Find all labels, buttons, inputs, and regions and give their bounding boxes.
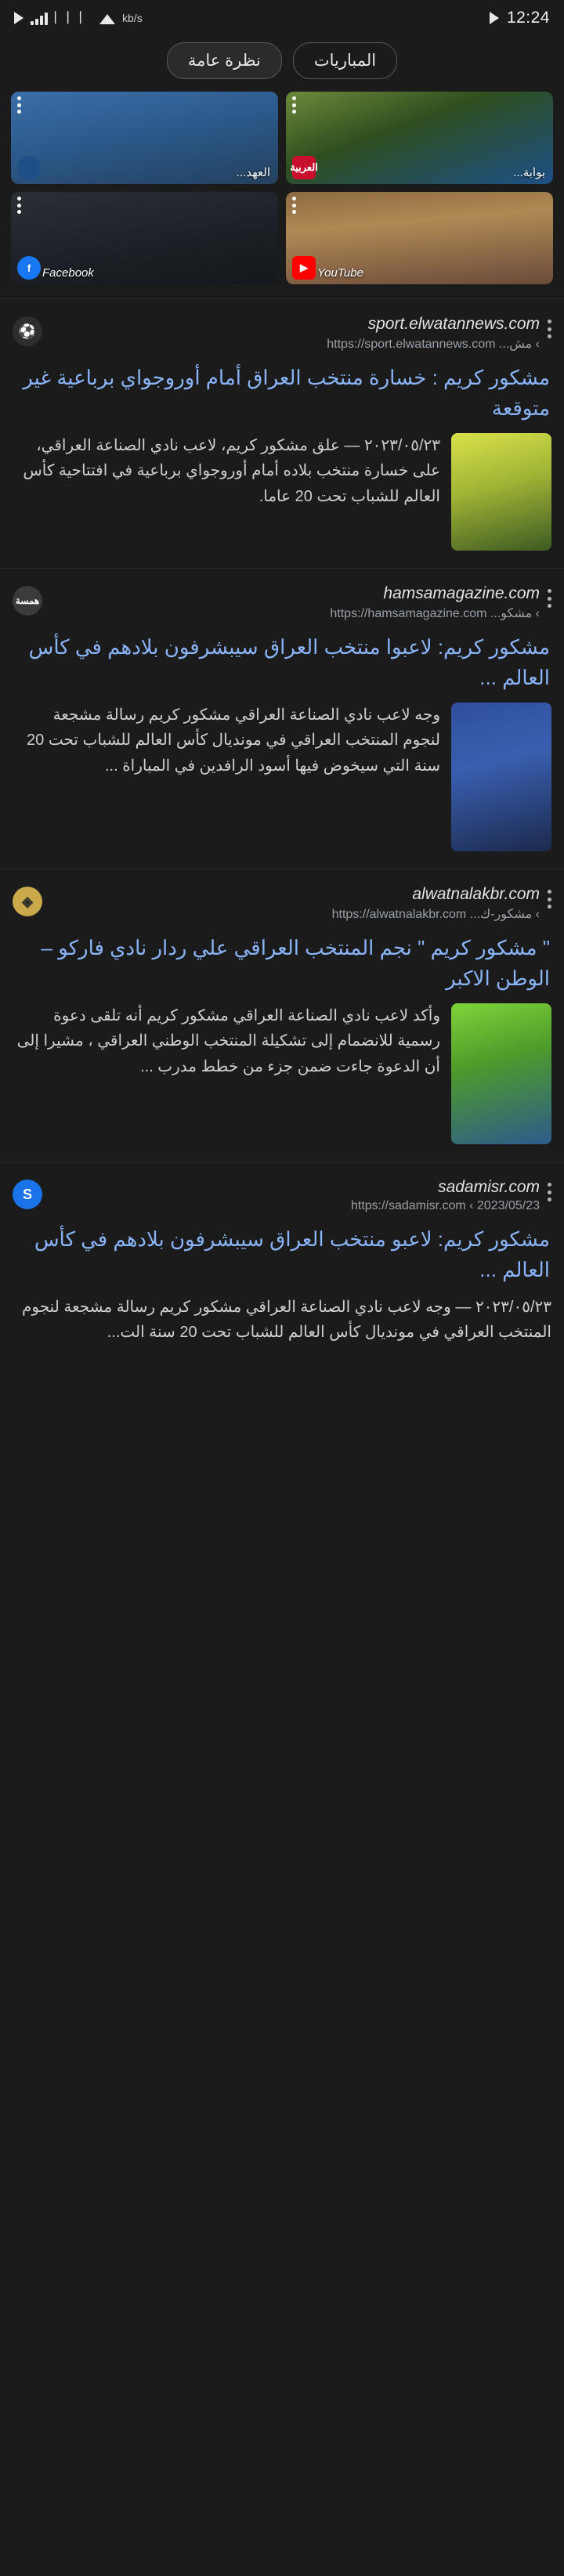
- signal-bars-icon: [31, 11, 48, 25]
- chip-overview[interactable]: نظرة عامة: [167, 42, 282, 79]
- result-snippet: وجه لاعب نادي الصناعة العراقي مشكور كريم رسالة مشجعة لنجوم المنتخب العراقي في مونديال كأس العالم للشباب تحت 20 سنة التي سيخوض فيها أسود الرافدين في المباراة ...: [27, 706, 440, 775]
- site-favicon: ⚽: [13, 316, 42, 346]
- card-label: Facebook: [42, 266, 94, 280]
- status-bar: [0, 0, 564, 36]
- result-site-name: hamsamagazine.com: [383, 584, 540, 602]
- brand-badge: [17, 156, 41, 179]
- result-site-name: sport.elwatannews.com: [367, 315, 540, 333]
- result-more-options-icon[interactable]: [548, 589, 551, 608]
- facebook-icon: f: [17, 256, 41, 280]
- search-result[interactable]: [0, 1162, 564, 1363]
- media-card[interactable]: [286, 92, 553, 184]
- card-label: بوابة...: [513, 166, 545, 179]
- result-url-crumb: › مشكور-ك...: [469, 908, 540, 921]
- result-title[interactable]: " مشكور كريم " نجم المنتخب العراقي علي ردار نادي فاركو – الوطن الاكبر: [41, 936, 550, 990]
- network-speed-label: kb/s: [122, 12, 143, 24]
- card-label: YouTube: [317, 266, 363, 280]
- result-more-options-icon[interactable]: [548, 320, 551, 338]
- media-card[interactable]: [286, 192, 553, 284]
- signal-secondary-icon: ⎸⎸⎸: [55, 11, 93, 24]
- result-thumbnail[interactable]: [451, 433, 551, 551]
- site-favicon: همسة: [13, 586, 42, 616]
- result-thumbnail[interactable]: [451, 703, 551, 851]
- result-url-crumb: › مشكو...: [490, 607, 540, 620]
- result-title[interactable]: مشكور كريم: لاعبو منتخب العراق سيبشرفون بلادهم في كأس العالم ...: [34, 1227, 550, 1281]
- result-more-options-icon[interactable]: [548, 890, 551, 909]
- result-snippet: ٢٠٢٣/٠٥/٢٣ — وجه لاعب نادي الصناعة العراقي مشكور كريم رسالة مشجعة لنجوم المنتخب العراقي في مونديال كأس العالم للشباب تحت 20 سنة الت...: [22, 1299, 551, 1342]
- result-url-crumb: › مش...: [498, 338, 540, 351]
- media-play-icon: [490, 12, 499, 24]
- search-result[interactable]: [0, 568, 564, 869]
- site-favicon: S: [13, 1180, 42, 1209]
- result-date: 2023/05/23: [476, 1199, 540, 1212]
- play-icon: [14, 12, 24, 24]
- more-options-icon[interactable]: [17, 96, 21, 114]
- search-result[interactable]: [0, 298, 564, 568]
- result-url: https://alwatnalakbr.com: [331, 908, 467, 921]
- result-title[interactable]: مشكور كريم: لاعبوا منتخب العراق سيبشرفون بلادهم في كأس العالم ...: [28, 635, 550, 689]
- wifi-icon: [99, 13, 115, 24]
- result-site-name: sadamisr.com: [438, 1178, 540, 1196]
- result-site-name: alwatnalakbr.com: [412, 885, 540, 903]
- brand-badge: العربية: [292, 156, 316, 179]
- result-site-url: [50, 336, 540, 352]
- chip-matches[interactable]: المباريات: [293, 42, 397, 79]
- more-options-icon[interactable]: [292, 96, 296, 114]
- result-more-options-icon[interactable]: [548, 1183, 551, 1201]
- result-title[interactable]: مشكور كريم : خسارة منتخب العراق أمام أوروجواي برباعية غير متوقعة: [23, 366, 550, 420]
- result-url: https://sadamisr.com: [350, 1199, 466, 1212]
- more-options-icon[interactable]: [292, 197, 296, 214]
- card-label: العهد...: [236, 166, 270, 179]
- status-time: 12:24: [506, 9, 550, 27]
- result-snippet: وأكد لاعب نادي الصناعة العراقي مشكور كريم أنه تلقى دعوة رسمية للانضمام إلى تشكيلة المنتخب الوطني العراقي ، مشيرا إلى أن الدعوة جاءت ضمن جزء من خطط مدرب ...: [16, 1007, 440, 1075]
- result-snippet: ٢٠٢٣/٠٥/٢٣ — علق مشكور كريم، لاعب نادي الصناعة العراقي، على خسارة منتخب بلاده أمام أوروجواي برباعية في افتتاحية كأس العالم للشباب تحت 20 عاما.: [23, 437, 440, 505]
- youtube-icon: ▶: [292, 256, 316, 280]
- result-site-url: 2023/05/23 › https://sadamisr.com: [350, 1199, 540, 1212]
- more-options-icon[interactable]: [17, 197, 21, 214]
- search-result[interactable]: [0, 869, 564, 1162]
- media-card[interactable]: [11, 192, 278, 284]
- result-site-url: [50, 906, 540, 922]
- media-card[interactable]: [11, 92, 278, 184]
- result-url: https://hamsamagazine.com: [330, 607, 487, 620]
- filter-chip-row: [0, 36, 564, 92]
- site-favicon: ◈: [13, 887, 42, 916]
- result-site-url: [50, 605, 540, 621]
- result-url: https://sport.elwatannews.com: [327, 338, 496, 351]
- result-thumbnail[interactable]: [451, 1003, 551, 1144]
- media-card-grid: [0, 92, 564, 298]
